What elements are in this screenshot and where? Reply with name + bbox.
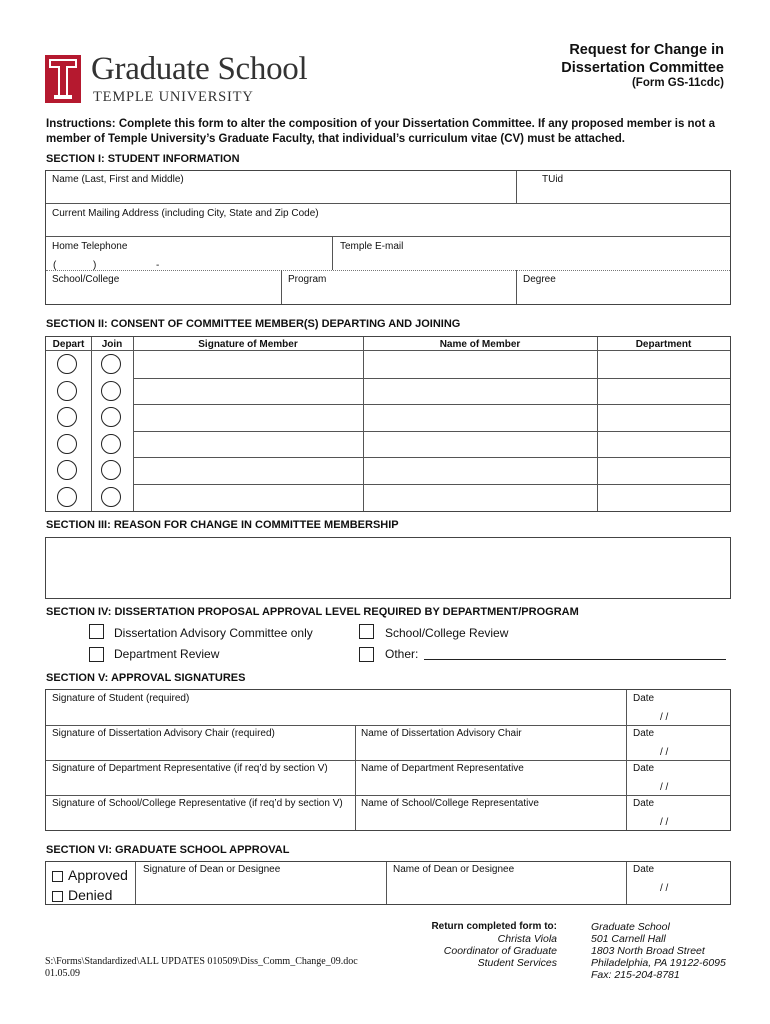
date-label: Date [633,728,655,739]
school-review-label: School/College Review [385,626,509,640]
section1-title: SECTION I: STUDENT INFORMATION [46,153,240,165]
join-radio[interactable] [101,460,121,480]
date-slashes: / / [660,712,669,723]
dotted-divider [46,270,730,271]
divider [626,862,627,904]
date-slashes: / / [660,817,669,828]
other-input-line[interactable] [424,659,726,660]
join-radio[interactable] [101,434,121,454]
row-divider [133,457,730,458]
date-slashes: / / [660,747,669,758]
section3-title: SECTION III: REASON FOR CHANGE IN COMMITTEE MEMBERSHIP [46,519,399,531]
divider [597,337,598,511]
student-signature-label: Signature of Student (required) [52,693,190,704]
date-label: Date [633,763,655,774]
school-field-label: School/College [52,274,120,285]
depart-radio[interactable] [57,407,77,427]
form-title [561,41,724,77]
divider [133,337,134,511]
phone-paren-open: ( [53,260,57,271]
divider [516,171,517,203]
divider [516,270,517,304]
student-info-box [45,170,731,305]
depart-radio[interactable] [57,460,77,480]
graduate-school-address [591,921,726,981]
form-code: (Form GS-11cdc) [631,77,724,89]
degree-field-label: Degree [523,274,556,285]
approved-label: Approved [68,867,128,883]
school-rep-name-label: Name of School/College Representative [361,798,539,809]
date-slashes: / / [660,782,669,793]
file-date: 01.05.09 [45,968,80,979]
section6-title: SECTION VI: GRADUATE SCHOOL APPROVAL [46,844,290,856]
instructions: Instructions: Complete this form to alter the composition of your Dissertation Committee. If any proposed member is not a member of Temple University’s Graduate Faculty, that individual’s curriculum vitae (CV) must be attached. [46,118,715,145]
divider [46,725,730,726]
logo-name: Graduate School [91,51,308,87]
dac-only-checkbox[interactable] [89,624,104,639]
dean-signature-label: Signature of Dean or Designee [143,864,281,875]
divider [91,337,92,511]
dac-only-label: Dissertation Advisory Committee only [114,626,313,640]
denied-checkbox[interactable] [52,891,63,902]
file-info [45,956,358,980]
file-path: S:\Forms\Standardized\ALL UPDATES 010509\Diss_Comm_Change_09.doc [45,956,358,967]
row-divider [133,378,730,379]
return-line: Student Services [477,957,557,969]
dept-review-label: Department Review [114,647,220,661]
temple-t-logo-icon [45,55,81,103]
dept-review-checkbox[interactable] [89,647,104,662]
divider [135,862,136,904]
divider [46,760,730,761]
row-divider [133,484,730,485]
divider [46,236,730,237]
section2-title: SECTION II: CONSENT OF COMMITTEE MEMBER(S) DEPARTING AND JOINING [46,318,461,330]
divider [46,795,730,796]
reason-textarea[interactable] [45,537,731,599]
date-label: Date [633,693,655,704]
col-join: Join [101,339,123,350]
logo-subtitle: TEMPLE UNIVERSITY [93,89,254,105]
home-phone-label: Home Telephone [52,241,128,252]
col-member-name: Name of Member [439,339,521,350]
divider [386,862,387,904]
tuid-field-label: TUid [542,174,564,185]
approval-signatures-table [45,689,731,831]
date-label: Date [633,798,655,809]
dept-rep-name-label: Name of Department Representative [361,763,524,774]
email-field-label: Temple E-mail [340,241,404,252]
school-rep-signature-label: Signature of School/College Representative (if req’d by section V) [52,798,343,809]
approved-checkbox[interactable] [52,871,63,882]
join-radio[interactable] [101,381,121,401]
join-radio[interactable] [101,487,121,507]
divider [363,337,364,511]
phone-paren-close: ) [93,260,97,271]
divider [46,203,730,204]
address-line: Philadelphia, PA 19122-6095 [591,957,726,969]
return-label: Return completed form to: [431,921,557,932]
address-field-label: Current Mailing Address (including City, State and Zip Code) [52,208,319,219]
date-label: Date [633,864,655,875]
section5-title: SECTION V: APPROVAL SIGNATURES [46,672,246,684]
join-radio[interactable] [101,407,121,427]
other-checkbox[interactable] [359,647,374,662]
form-title-line1: Request for Change in [569,42,724,58]
depart-radio[interactable] [57,487,77,507]
depart-radio[interactable] [57,434,77,454]
col-department: Department [635,339,692,350]
form-title-line2: Dissertation Committee [561,60,724,76]
name-field-label: Name (Last, First and Middle) [52,174,184,185]
denied-label: Denied [68,887,113,903]
committee-members-table [45,336,731,512]
address-line: Graduate School [591,921,670,933]
divider [332,236,333,270]
school-review-checkbox[interactable] [359,624,374,639]
divider [355,725,356,830]
program-field-label: Program [288,274,327,285]
divider [281,270,282,304]
address-line: 501 Carnell Hall [591,933,666,945]
col-depart: Depart [52,339,85,350]
chair-signature-label: Signature of Dissertation Advisory Chair (required) [52,728,275,739]
col-signature: Signature of Member [198,339,298,350]
row-divider [133,431,730,432]
join-radio[interactable] [101,354,121,374]
section4-title: SECTION IV: DISSERTATION PROPOSAL APPROVAL LEVEL REQUIRED BY DEPARTMENT/PROGRAM [46,606,579,618]
divider [46,350,730,351]
address-line: 1803 North Broad Street [591,945,705,957]
phone-dash: - [156,260,160,271]
depart-radio[interactable] [57,354,77,374]
dept-rep-signature-label: Signature of Department Representative (if req’d by section V) [52,763,328,774]
date-slashes: / / [660,883,669,894]
chair-name-label: Name of Dissertation Advisory Chair [361,728,522,739]
dean-name-label: Name of Dean or Designee [393,864,515,875]
graduate-approval-table [45,861,731,905]
depart-radio[interactable] [57,381,77,401]
return-to-block [380,921,557,969]
return-line: Christa Viola [497,933,557,945]
address-line: Fax: 215-204-8781 [591,969,680,981]
other-label: Other: [385,647,419,661]
row-divider [133,404,730,405]
return-line: Coordinator of Graduate [443,945,557,957]
